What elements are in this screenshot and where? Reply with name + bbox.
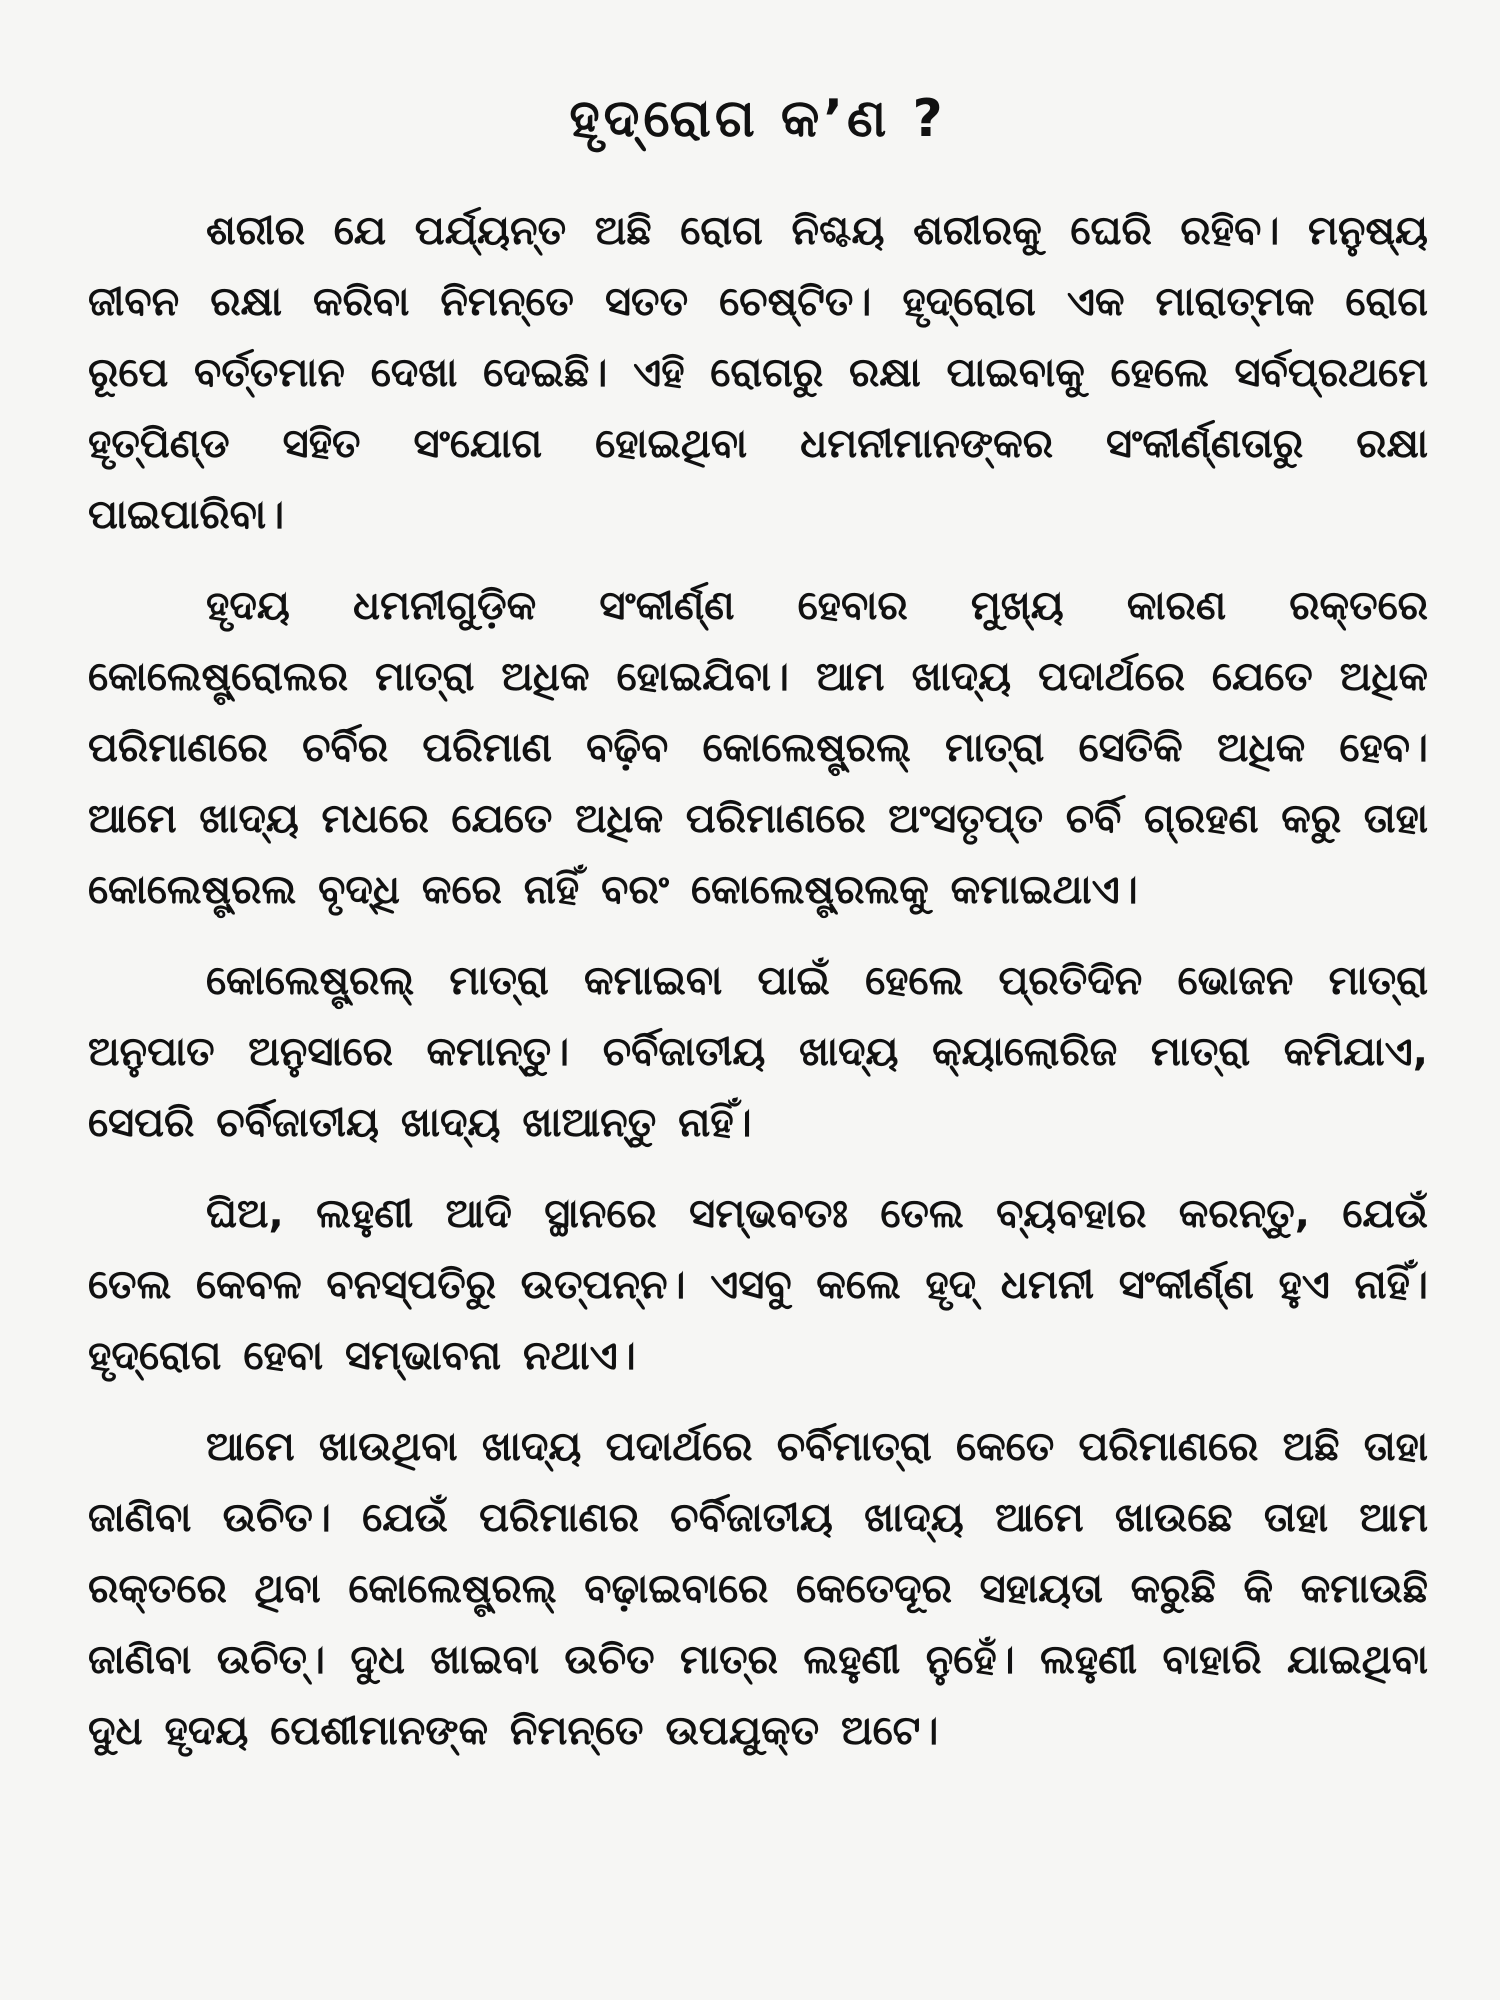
document-body — [88, 196, 1428, 1767]
paragraph-2: ହୃଦୟ ଧମନୀଗୁଡ଼ିକ ସଂକୀର୍ଣ୍ଣ ହେବାର ମୁଖ୍ୟ କାରଣ ରକ୍ତରେ କୋଲେଷ୍ଟ୍ରୋଲର ମାତ୍ରା ଅଧିକ ହୋଇଯିବା। ଆମ ଖାଦ୍ୟ ପଦାର୍ଥରେ ଯେତେ ଅଧିକ ପରିମାଣରେ ଚର୍ବିର ପରିମାଣ ବଢ଼ିବ କୋଲେଷ୍ଟ୍ରଲ୍ ମାତ୍ରା ସେତିକି ଅଧିକ ହେବ। ଆମେ ଖାଦ୍ୟ ମଧରେ ଯେତେ ଅଧିକ ପରିମାଣରେ ଅଂସତୃପ୍ତ ଚର୍ବି ଗ୍ରହଣ କରୁ ତାହା କୋଲେଷ୍ଟ୍ରଲ ବୃଦ୍ଧି କରେ ନାହିଁ ବରଂ କୋଲେଷ୍ଟ୍ରଲକୁ କମାଇଥାଏ। — [88, 583, 1428, 914]
paragraph-4: ଘିଅ, ଲହୁଣୀ ଆଦି ସ୍ଥାନରେ ସମ୍ଭବତଃ ତେଲ ବ୍ୟବହାର କରନ୍ତୁ, ଯେଉଁ ତେଲ କେବଳ ବନସ୍ପତିରୁ ଉତ୍ପନ୍ନ। ଏସବୁ କଲେ ହୃଦ୍ ଧମନୀ ସଂକୀର୍ଣ୍ଣ ହୁଏ ନାହିଁ। ହୃଦ୍‌ରୋଗ ହେବା ସମ୍ଭାବନା ନଥାଏ। — [88, 1191, 1428, 1380]
paragraph-3: କୋଲେଷ୍ଟ୍ରଲ୍ ମାତ୍ରା କମାଇବା ପାଇଁ ହେଲେ ପ୍ରତିଦିନ ଭୋଜନ ମାତ୍ରା ଅନୁପାତ ଅନୁସାରେ କମାନ୍ତୁ। ଚର୍ବିଜାତୀୟ ଖାଦ୍ୟ କ୍ୟାଲୋରିଜ ମାତ୍ରା କମିଯାଏ, ସେପରି ଚର୍ବିଜାତୀୟ ଖାଦ୍ୟ ଖାଆନ୍ତୁ ନାହିଁ। — [88, 958, 1428, 1147]
paragraph-5: ଆମେ ଖାଉଥିବା ଖାଦ୍ୟ ପଦାର୍ଥରେ ଚର୍ବିମାତ୍ରା କେତେ ପରିମାଣରେ ଅଛି ତାହା ଜାଣିବା ଉଚିତ। ଯେଉଁ ପରିମାଣର ଚର୍ବିଜାତୀୟ ଖାଦ୍ୟ ଆମେ ଖାଉଛେ ତାହା ଆମ ରକ୍ତରେ ଥିବା କୋଲେଷ୍ଟ୍ରଲ୍ ବଢ଼ାଇବାରେ କେତେଦୂର ସହାୟତା କରୁଛି କି କମାଉଛି ଜାଣିବା ଉଚିତ୍। ଦୁଧ ଖାଇବା ଉଚିତ ମାତ୍ର ଲହୁଣୀ ନୁହେଁ। ଲହୁଣୀ ବାହାରି ଯାଇଥିବା ଦୁଧ ହୃଦୟ ପେଶୀମାନଙ୍କ ନିମନ୍ତେ ଉପଯୁକ୍ତ ଅଟେ। — [88, 1424, 1428, 1755]
page-title: ହୃଦ୍‌ରୋଗ କ’ଣ ? — [569, 89, 947, 149]
paragraph-1: ଶରୀର ଯେ ପର୍ଯ୍ୟନ୍ତ ଅଛି ରୋଗ ନିଶ୍ଚୟ ଶରୀରକୁ ଘେରି ରହିବ। ମନୁଷ୍ୟ ଜୀବନ ରକ୍ଷା କରିବା ନିମନ୍ତେ ସତତ ଚେଷ୍ଟିତ। ହୃଦ୍‌ରୋଗ ଏକ ମାରାତ୍ମକ ରୋଗ ରୂପେ ବର୍ତ୍ତମାନ ଦେଖା ଦେଇଛି। ଏହି ରୋଗରୁ ରକ୍ଷା ପାଇବାକୁ ହେଲେ ସର୍ବପ୍ରଥମେ ହୃତ୍‌ପିଣ୍ଡ ସହିତ ସଂଯୋଗ ହୋଇଥିବା ଧମନୀମାନଙ୍କର ସଂକୀର୍ଣ୍ଣତାରୁ ରକ୍ଷା ପାଇପାରିବା। — [88, 208, 1428, 539]
